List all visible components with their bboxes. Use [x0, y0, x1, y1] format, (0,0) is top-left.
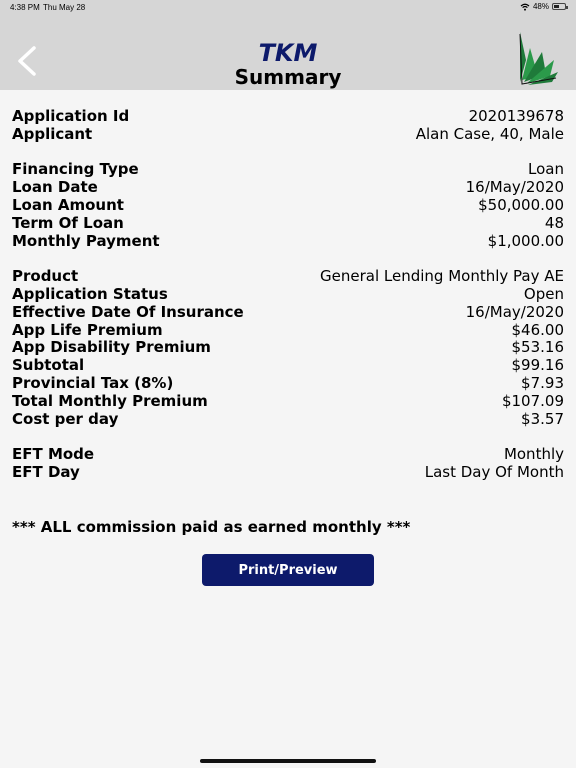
section-spacer	[12, 428, 564, 446]
summary-row	[12, 108, 564, 126]
battery-fill	[554, 5, 559, 8]
summary-row	[12, 126, 564, 144]
summary-label: Cost per day	[12, 409, 119, 428]
summary-label: EFT Mode	[12, 445, 95, 464]
summary-label: Loan Amount	[12, 195, 124, 214]
summary-row	[12, 233, 564, 251]
status-time: 4:38 PM	[10, 3, 40, 12]
summary-value: $3.57	[521, 409, 564, 428]
company-logo	[516, 30, 560, 86]
battery-percentage: 48%	[532, 2, 549, 11]
summary-label: Subtotal	[12, 356, 85, 375]
summary-label: Loan Date	[12, 178, 98, 197]
summary-label: Provincial Tax (8%)	[12, 373, 174, 392]
section-spacer	[12, 144, 564, 162]
summary-row	[12, 375, 564, 393]
summary-label: Product	[12, 267, 79, 286]
battery-icon	[552, 3, 566, 10]
summary-value: Loan	[528, 160, 564, 179]
summary-value: $107.09	[501, 391, 564, 410]
summary-row	[12, 286, 564, 304]
summary-value: $53.16	[511, 338, 564, 357]
summary-label: Term Of Loan	[12, 213, 124, 232]
status-bar	[0, 0, 576, 14]
summary-details	[12, 108, 564, 482]
summary-label: EFT Day	[12, 462, 80, 481]
print-preview-button[interactable]: Print/Preview	[202, 554, 374, 586]
summary-label: Application Id	[12, 107, 130, 125]
leaf-logo-icon	[516, 30, 560, 86]
summary-label: Applicant	[12, 124, 93, 143]
summary-value: 2020139678	[468, 107, 564, 125]
home-indicator[interactable]	[200, 759, 376, 763]
brand-name: TKM	[258, 39, 318, 67]
summary-row	[12, 393, 564, 411]
summary-row	[12, 411, 564, 429]
summary-row	[12, 215, 564, 233]
summary-row	[12, 179, 564, 197]
summary-value: Alan Case, 40, Male	[415, 124, 564, 143]
status-indicators	[520, 2, 566, 11]
summary-label: Application Status	[12, 284, 168, 303]
summary-value: $99.16	[511, 356, 564, 375]
summary-row	[12, 322, 564, 340]
title-block	[0, 40, 576, 88]
summary-label: App Disability Premium	[12, 338, 211, 357]
summary-value: Monthly	[503, 445, 564, 464]
summary-value: 16/May/2020	[465, 178, 564, 197]
summary-label: Total Monthly Premium	[12, 391, 208, 410]
summary-label: Monthly Payment	[12, 231, 160, 250]
status-date: Thu May 28	[43, 3, 86, 12]
summary-row	[12, 304, 564, 322]
summary-row	[12, 339, 564, 357]
page-title: Summary	[234, 65, 342, 89]
summary-value: 16/May/2020	[465, 302, 564, 321]
summary-row	[12, 161, 564, 179]
summary-row	[12, 197, 564, 215]
summary-value: $7.93	[521, 373, 564, 392]
summary-label: App Life Premium	[12, 320, 163, 339]
summary-row	[12, 446, 564, 464]
section-spacer	[12, 250, 564, 268]
summary-value: Last Day Of Month	[424, 462, 564, 481]
summary-value: $1,000.00	[487, 231, 564, 250]
summary-label: Financing Type	[12, 160, 139, 179]
summary-value: 48	[544, 213, 564, 232]
commission-note: *** ALL commission paid as earned monthly ***	[12, 518, 411, 536]
summary-value: $50,000.00	[478, 195, 564, 214]
summary-row	[12, 464, 564, 482]
summary-value: $46.00	[511, 320, 564, 339]
summary-row	[12, 268, 564, 286]
summary-row	[12, 357, 564, 375]
wifi-icon	[520, 3, 530, 11]
summary-label: Effective Date Of Insurance	[12, 302, 244, 321]
summary-value: General Lending Monthly Pay AE	[320, 267, 564, 286]
summary-value: Open	[523, 284, 564, 303]
